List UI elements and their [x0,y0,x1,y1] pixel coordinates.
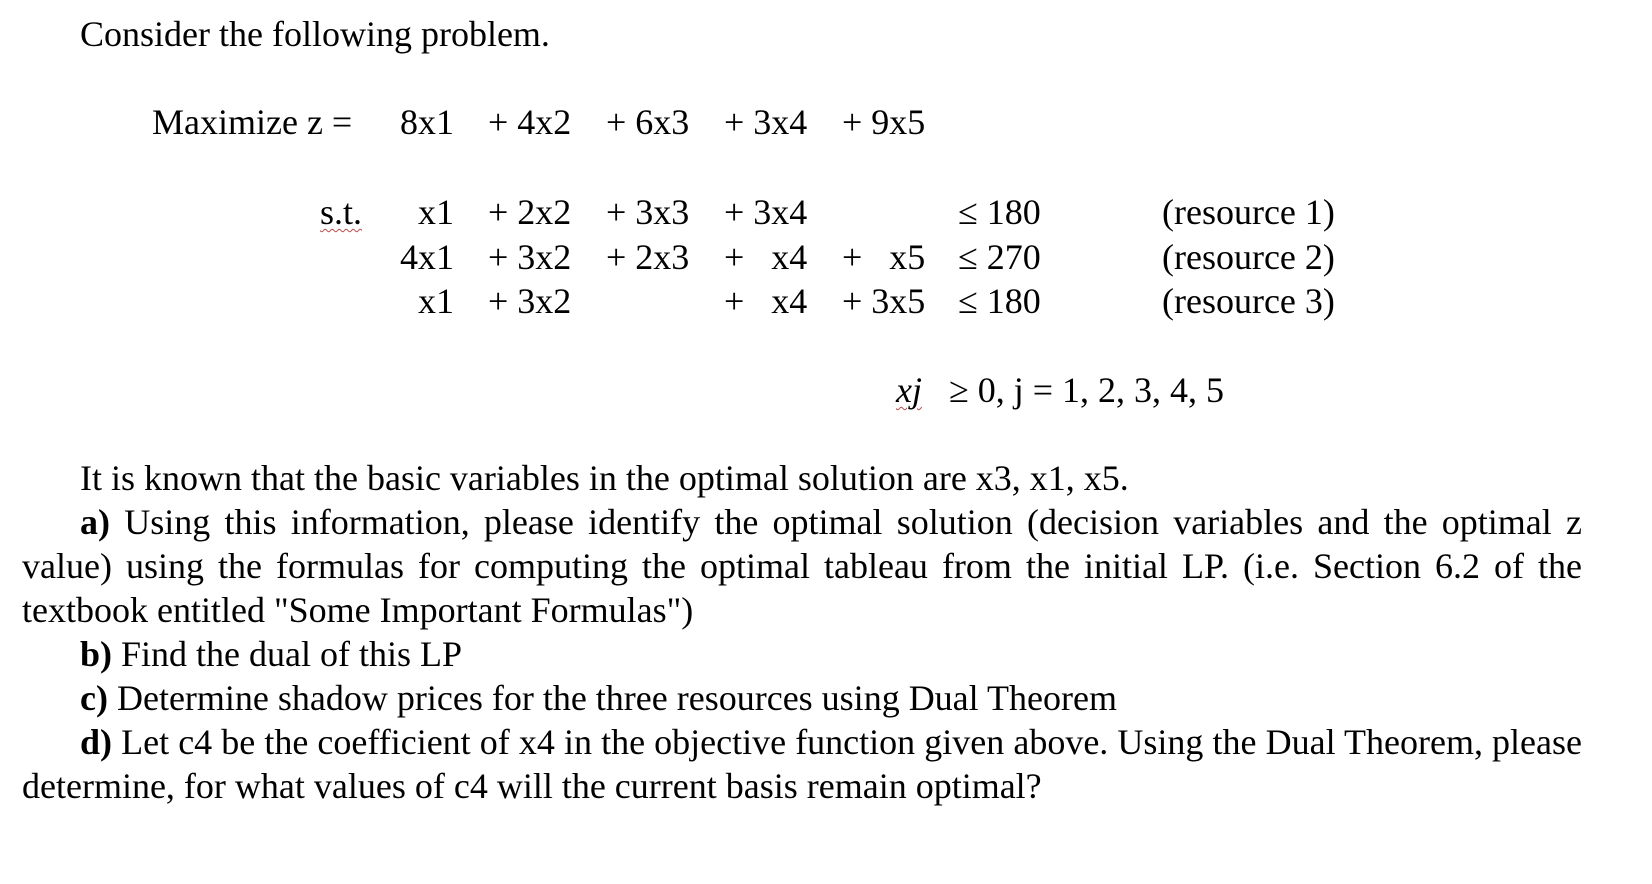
constraint-rhs: ≤ 270 [958,237,1041,277]
constraint-term: + 3x3 [606,192,690,232]
question-label: b) [80,634,113,674]
question-text: Using this information, please identify the optimal solution (decision variables and the optimal z value) using the formulas for computing the optimal tableau from the initial LP. (i.e. Section 6.2 of the textbook entitled "Some Important Formulas") [22,502,1582,630]
constraint-rhs: ≤ 180 [958,192,1041,232]
question-text: Find the dual of this LP [121,634,463,674]
question-c [22,676,1582,720]
question-label: c) [80,678,108,718]
constraint-resource: (resource 1) [1162,192,1335,232]
question-b [22,632,1582,676]
objective-term: + 3x4 [724,102,808,142]
constraint-term: x1 [418,192,454,232]
constraint-term: + 3x2 [488,237,572,277]
objective-term: + 6x3 [606,102,690,142]
nonnegativity [896,370,1224,410]
question-label: d) [80,722,113,762]
constraint-term: + 2x3 [606,237,690,277]
question-label: a) [80,502,110,542]
constraint-term: + 2x2 [488,192,572,232]
constraint-term: + x4 [724,237,808,277]
intro-text: It is known that the basic variables in the optimal solution are x3, x1, x5. [80,458,1129,498]
constraint-rhs: ≤ 180 [958,281,1041,321]
objective-term: + 9x5 [842,102,926,142]
constraint-term: + x5 [842,237,926,277]
constraint-term: + 3x4 [724,192,808,232]
question-a [22,500,1582,632]
objective-term: 8x1 [400,102,454,142]
nonneg-condition: ≥ 0, j = 1, 2, 3, 4, 5 [948,370,1225,410]
heading: Consider the following problem. [80,14,550,54]
constraint-term: + 3x5 [842,281,926,321]
objective-term: + 4x2 [488,102,572,142]
constraint-term: + 3x2 [488,281,572,321]
nonneg-variable: xj [896,370,922,410]
constraint-term: 4x1 [400,237,454,277]
question-d [22,720,1582,808]
constraint-resource: (resource 3) [1162,281,1335,321]
constraint-term: x1 [418,281,454,321]
constraint-term: + x4 [724,281,808,321]
question-text: Determine shadow prices for the three resources using Dual Theorem [116,678,1117,718]
question-text: Let c4 be the coefficient of x4 in the objective function given above. Using the Dual Theorem, please determine, for what values of c4 will the current basis remain optimal? [22,722,1582,806]
st-label: s.t. [320,192,363,232]
objective-label: Maximize z = [152,102,353,142]
constraint-resource: (resource 2) [1162,237,1335,277]
